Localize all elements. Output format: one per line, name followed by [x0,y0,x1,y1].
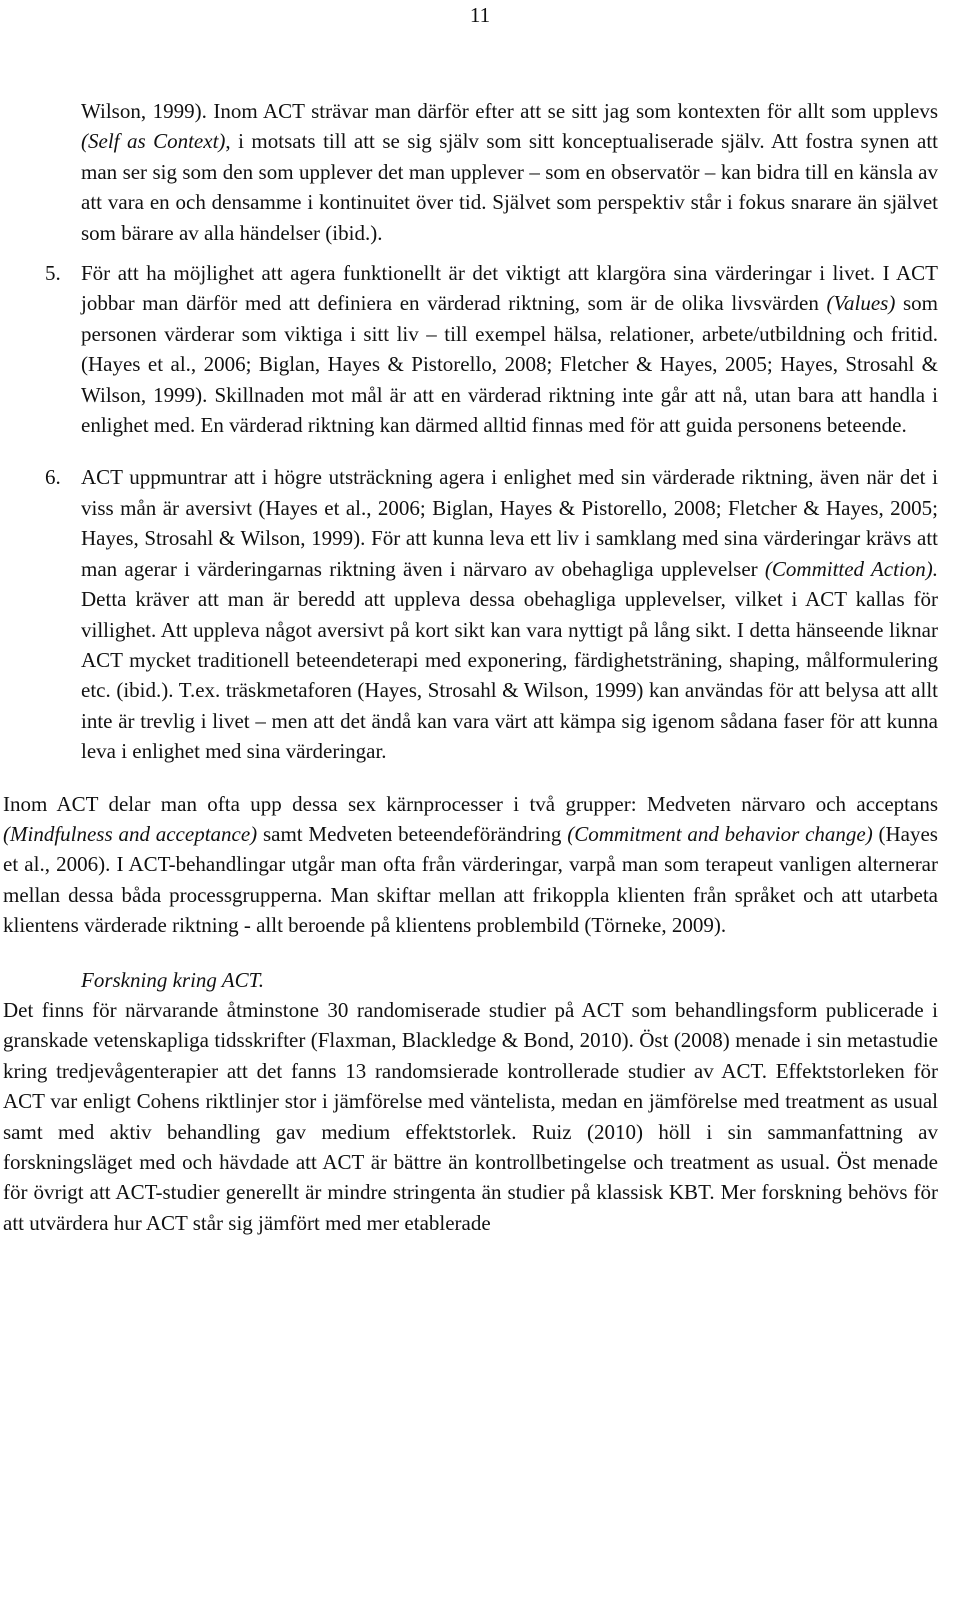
italic-term: (Commitment and behavior change) [567,821,873,846]
section-heading: Forskning kring ACT. [81,967,264,992]
italic-term: (Self as Context) [81,129,226,154]
list-item-4-continued: Wilson, 1999). Inom ACT strävar man därför efter att se sitt jag som kontexten för allt som upplevs (Self as Context), i motsats till att se sig själv som sitt konceptualiserade själv. Att fostra synen att man ser sig som den som upplever det man upplever – som en observatör – kan bidra till en känsla av att vara en och densamme i kontinuitet över tid. Självet som perspektiv står i fokus snarare än självet som bärare av alla händelser (ibid.). [81,99,938,245]
list-number: 6. [45,465,61,490]
list-item-5 [3,258,938,440]
italic-term: (Committed Action). [764,556,939,581]
paragraph-process-groups: Inom ACT delar man ofta upp dessa sex kärnprocesser i två grupper: Medveten närvaro och acceptans (Mindfulness and acceptance) samt Medveten beteendeförändring (Commitment and behavior change) (Hayes et al., 2006). I ACT-behandlingar utgår man ofta från värderingar, varpå man som terapeut vanligen alternerar mellan dessa båda processgrupperna. Man skiftar mellan att frikoppla klienten från språket och att utarbeta klientens värderade riktning - allt beroende på klientens problembild (Törneke, 2009). [3,791,938,938]
italic-term: (Values) [826,291,896,316]
list-item-text: För att ha möjlighet att agera funktionellt är det viktigt att klargöra sina värderingar i livet. I ACT jobbar man därför med att definiera en värderad riktning, som är de olika livsvärden (Values) som personen värderar som viktiga i sitt liv – till exempel hälsa, relationer, arbete/utbildning och fritid. (Hayes et al., 2006; Biglan, Hayes & Pistorello, 2008; Fletcher & Hayes, 2005; Hayes, Strosahl & Wilson, 1999). Skillnaden mot mål är att en värderad riktning inte går att nå, utan bara att handla i enlighet med. En värderad riktning kan därmed alltid finnas med för att guida personens beteende. [81,261,938,438]
list-item-6 [3,462,938,766]
page-number: 11 [469,3,491,27]
paragraph-research: Det finns för närvarande åtminstone 30 randomiserade studier på ACT som behandlingsform publicerade i granskade vetenskapliga tidsskrifter (Flaxman, Blackledge & Bond, 2010). Öst (2008) menade i sin metastudie kring tredjevågenterapier att det fanns 13 randomsierade kontrollerade studier av ACT. Effektstorleken för ACT var enligt Cohens riktlinjer stor i jämförelse med väntelista, medan en jämförelse med treatment as usual samt med aktiv behandling gav medium effektstorlek. Ruiz (2010) höll i sin sammanfattning av forskningsläget med och hävdade att ACT är bättre än kontrollbetingelse och treatment as usual. Öst menade för övrigt att ACT-studier generellt är mindre stringenta än studier på klassisk KBT. Mer forskning behövs för att utvärdera hur ACT står sig jämfört med mer etablerade [3,997,938,1235]
list-item-text: ACT uppmuntrar att i högre utsträckning agera i enlighet med sin värderade riktning, även när det i viss mån är aversivt (Hayes et al., 2006; Biglan, Hayes & Pistorello, 2008; Fletcher & Hayes, 2005; Hayes, Strosahl & Wilson, 1999). För att kunna leva ett liv i samklang med sina värderingar krävs att man agerar i värderingarnas riktning även i närvaro av obehagliga upplevelser (Committed Action). Detta kräver att man är beredd att uppleva dessa obehagliga upplevelser, vilket i ACT kallas för villighet. Att uppleva något aversivt på kort sikt kan vara nyttigt på lång sikt. I detta hänseende liknar ACT mycket traditionell beteendeterapi med exponering, färdighetsträning, shaping, målformulering etc. (ibid.). T.ex. träskmetaforen (Hayes, Strosahl & Wilson, 1999) kan användas för att belysa att allt inte är trevlig i livet – men att det ändå kan vara värt att kämpa sig igenom sådana faser för att kunna leva i enlighet med sina värderingar. [81,465,939,764]
body-text [3,96,938,1238]
list-number: 5. [45,261,61,286]
italic-term: (Mindfulness and acceptance) [3,821,258,846]
